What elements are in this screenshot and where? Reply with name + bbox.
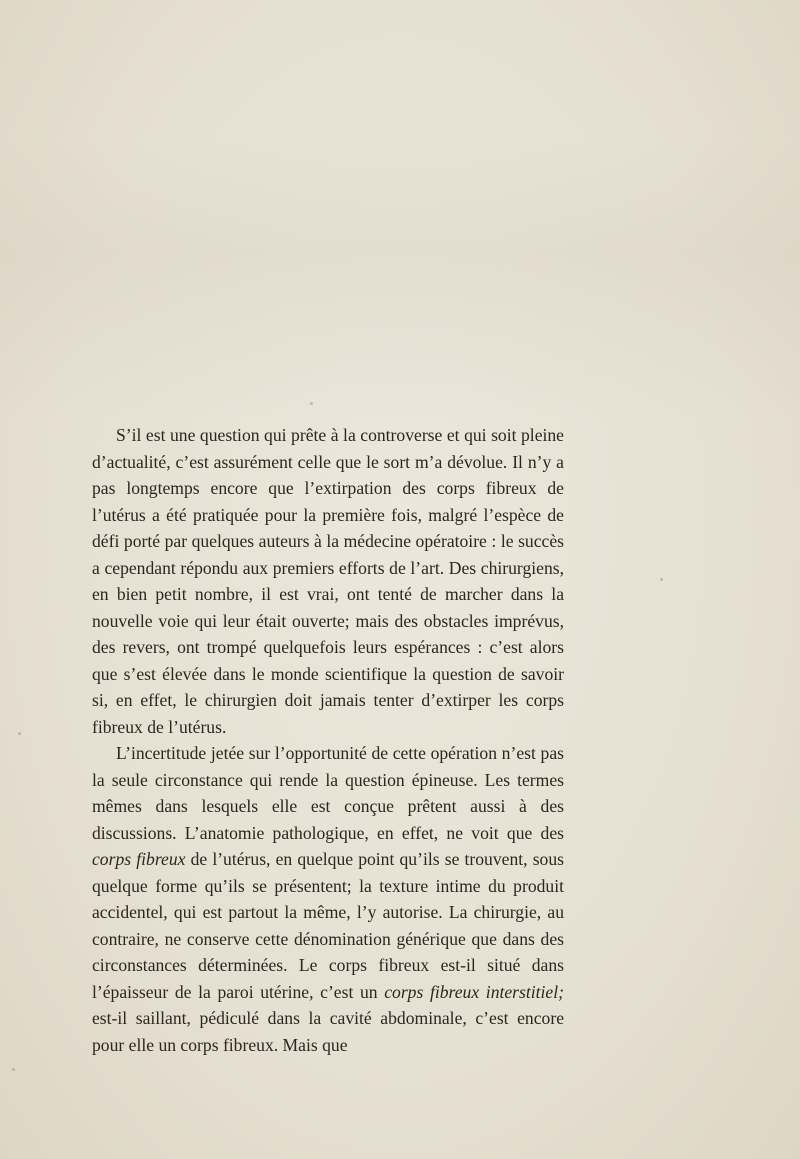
paper-speck: [12, 1068, 15, 1071]
paper-speck: [18, 732, 21, 735]
paragraph-2-text-c: est-il saillant, pédiculé dans la cavité abdominale, c’est encore pour elle un corps fibreux. Mais que: [92, 1008, 564, 1055]
paragraph-1: [92, 422, 564, 740]
italic-term-interstitiel: corps fibreux interstitiel;: [384, 981, 564, 1002]
paper-speck: [660, 578, 663, 581]
paragraph-1-text: S’il est une question qui prête à la controverse et qui soit pleine d’actualité, c’est assurément celle que le sort m’a dévolue. Il n’y a pas longtemps encore que l’extirpation des corps fibreux de l’utérus a été pratiquée pour la première fois, malgré l’espèce de défi porté par quelques auteurs à la médecine opératoire : le succès a cependant répondu aux premiers efforts de l’art. Des chirurgiens, en bien petit nombre, il est vrai, ont tenté de marcher dans la nouvelle voie qui leur était ouverte; mais des obstacles imprévus, des revers, ont trompé quelquefois leurs espérances : c’est alors que s’est élevée dans le monde scientifique la question de savoir si, en effet, le chirurgien doit jamais tenter d’extirper les corps fibreux de l’utérus.: [92, 425, 564, 737]
show-through-shadow: [0, 140, 800, 420]
body-text: [92, 422, 564, 1058]
paragraph-2-text-a: L’incertitude jetée sur l’opportunité de cette opération n’est pas la seule circonstance qui rende la question épineuse. Les termes mêmes dans lesquels elle est conçue prêtent aussi à des discussions. L’anatomie pathologique, en effet, ne voit que des: [92, 743, 564, 843]
italic-term-corps-fibreux: corps fibreux: [92, 849, 186, 869]
paragraph-2-text-b: de l’utérus, en quelque point qu’ils se trouvent, sous quelque forme qu’ils se présentent; la texture intime du produit accidentel, qui est partout la même, l’y autorise. La chirurgie, au contraire, ne conserve cette dénomination générique que dans des circonstances déterminées. Le corps fibreux est-il situé dans l’épaisseur de la paroi utérine, c’est un: [92, 849, 564, 1002]
paragraph-2: [92, 740, 564, 1058]
paper-speck: [310, 402, 313, 405]
